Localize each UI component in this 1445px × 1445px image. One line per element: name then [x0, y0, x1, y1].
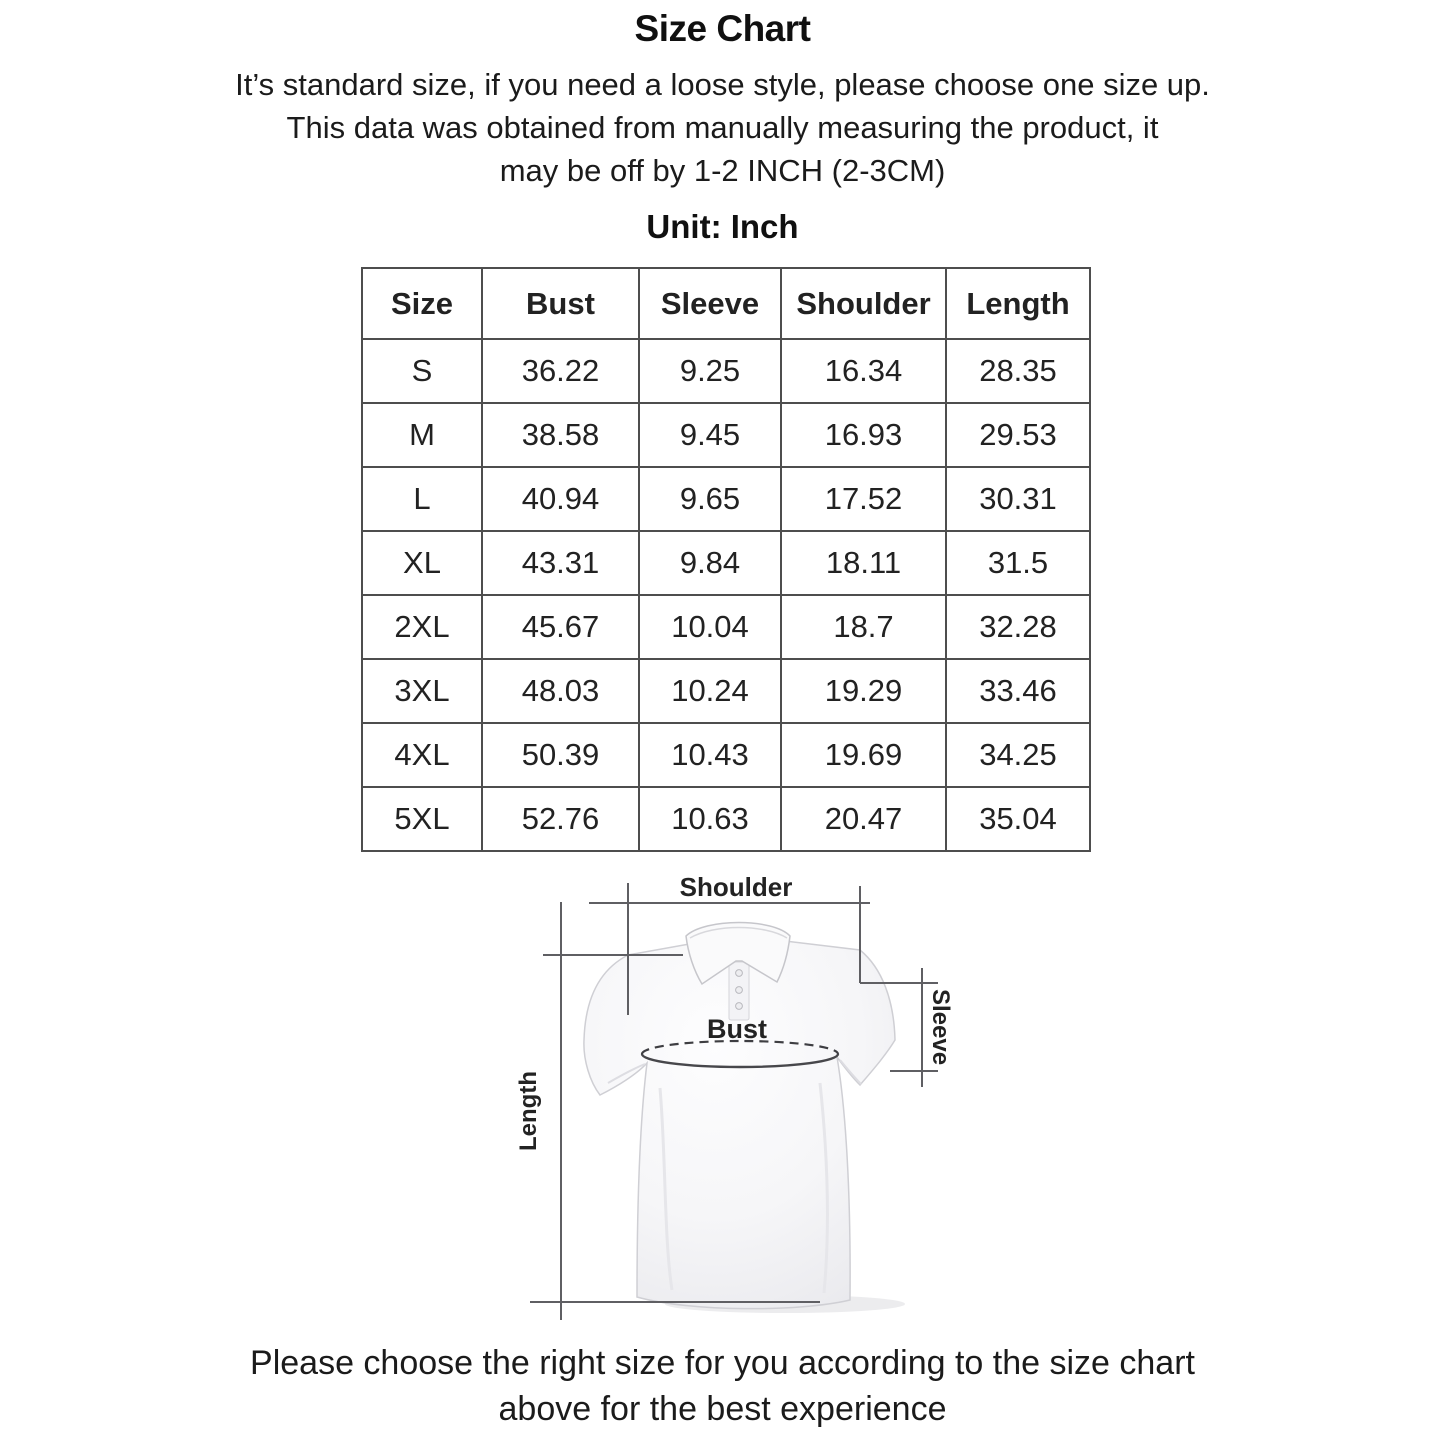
table-cell: 28.35: [946, 339, 1090, 403]
polo-shirt-graphic: [584, 923, 895, 1309]
footer-line: Please choose the right size for you according to the size chart: [250, 1344, 1195, 1382]
table-header-cell: Length: [946, 268, 1090, 339]
table-row: [362, 595, 1090, 659]
table-cell: 45.67: [482, 595, 639, 659]
table-cell: 31.5: [946, 531, 1090, 595]
table-cell: 2XL: [362, 595, 482, 659]
description-line: It’s standard size, if you need a loose style, please choose one size up.: [235, 67, 1210, 102]
table-cell: 9.65: [639, 467, 781, 531]
table-row: [362, 403, 1090, 467]
table-row: [362, 659, 1090, 723]
table-header-cell: Sleeve: [639, 268, 781, 339]
table-cell: XL: [362, 531, 482, 595]
table-header-row: [362, 268, 1090, 339]
table-cell: L: [362, 467, 482, 531]
description-line: may be off by 1-2 INCH (2-3CM): [499, 153, 946, 188]
table-row: [362, 339, 1090, 403]
table-cell: S: [362, 339, 482, 403]
footer-line: above for the best experience: [498, 1390, 947, 1428]
table-cell: 10.43: [639, 723, 781, 787]
table-cell: 9.45: [639, 403, 781, 467]
size-table-container: [361, 267, 1091, 852]
table-cell: 10.04: [639, 595, 781, 659]
table-row: [362, 723, 1090, 787]
table-cell: 17.52: [781, 467, 946, 531]
table-cell: 18.11: [781, 531, 946, 595]
bust-label: Bust: [707, 1014, 767, 1044]
table-cell: 32.28: [946, 595, 1090, 659]
table-cell: 9.25: [639, 339, 781, 403]
table-cell: 19.29: [781, 659, 946, 723]
description: [0, 63, 1445, 192]
table-row: [362, 467, 1090, 531]
button: [736, 987, 743, 994]
table-cell: 4XL: [362, 723, 482, 787]
table-cell: 18.7: [781, 595, 946, 659]
table-cell: 34.25: [946, 723, 1090, 787]
button: [736, 1003, 743, 1010]
table-cell: 38.58: [482, 403, 639, 467]
table-row: [362, 787, 1090, 851]
table-cell: 29.53: [946, 403, 1090, 467]
table-cell: 19.69: [781, 723, 946, 787]
footer-note: [0, 1340, 1445, 1432]
table-cell: 35.04: [946, 787, 1090, 851]
table-header-cell: Size: [362, 268, 482, 339]
button: [736, 970, 743, 977]
table-cell: 43.31: [482, 531, 639, 595]
table-cell: 40.94: [482, 467, 639, 531]
length-label: Length: [515, 1071, 542, 1151]
shoulder-label: Shoulder: [679, 872, 793, 902]
table-cell: 36.22: [482, 339, 639, 403]
table-cell: 16.93: [781, 403, 946, 467]
table-cell: 10.63: [639, 787, 781, 851]
size-table: [361, 267, 1091, 852]
measurement-diagram: [490, 858, 980, 1328]
table-header-cell: Bust: [482, 268, 639, 339]
table-cell: 3XL: [362, 659, 482, 723]
table-cell: 30.31: [946, 467, 1090, 531]
table-cell: M: [362, 403, 482, 467]
description-line: This data was obtained from manually measuring the product, it: [286, 110, 1159, 145]
table-cell: 16.34: [781, 339, 946, 403]
table-cell: 9.84: [639, 531, 781, 595]
table-cell: 5XL: [362, 787, 482, 851]
table-cell: 20.47: [781, 787, 946, 851]
table-cell: 52.76: [482, 787, 639, 851]
sleeve-label: Sleeve: [927, 988, 954, 1066]
table-header-cell: Shoulder: [781, 268, 946, 339]
table-cell: 50.39: [482, 723, 639, 787]
table-row: [362, 531, 1090, 595]
unit-label: Unit: Inch: [646, 208, 799, 245]
table-cell: 48.03: [482, 659, 639, 723]
page-title: Size Chart: [634, 8, 811, 49]
table-cell: 10.24: [639, 659, 781, 723]
table-cell: 33.46: [946, 659, 1090, 723]
